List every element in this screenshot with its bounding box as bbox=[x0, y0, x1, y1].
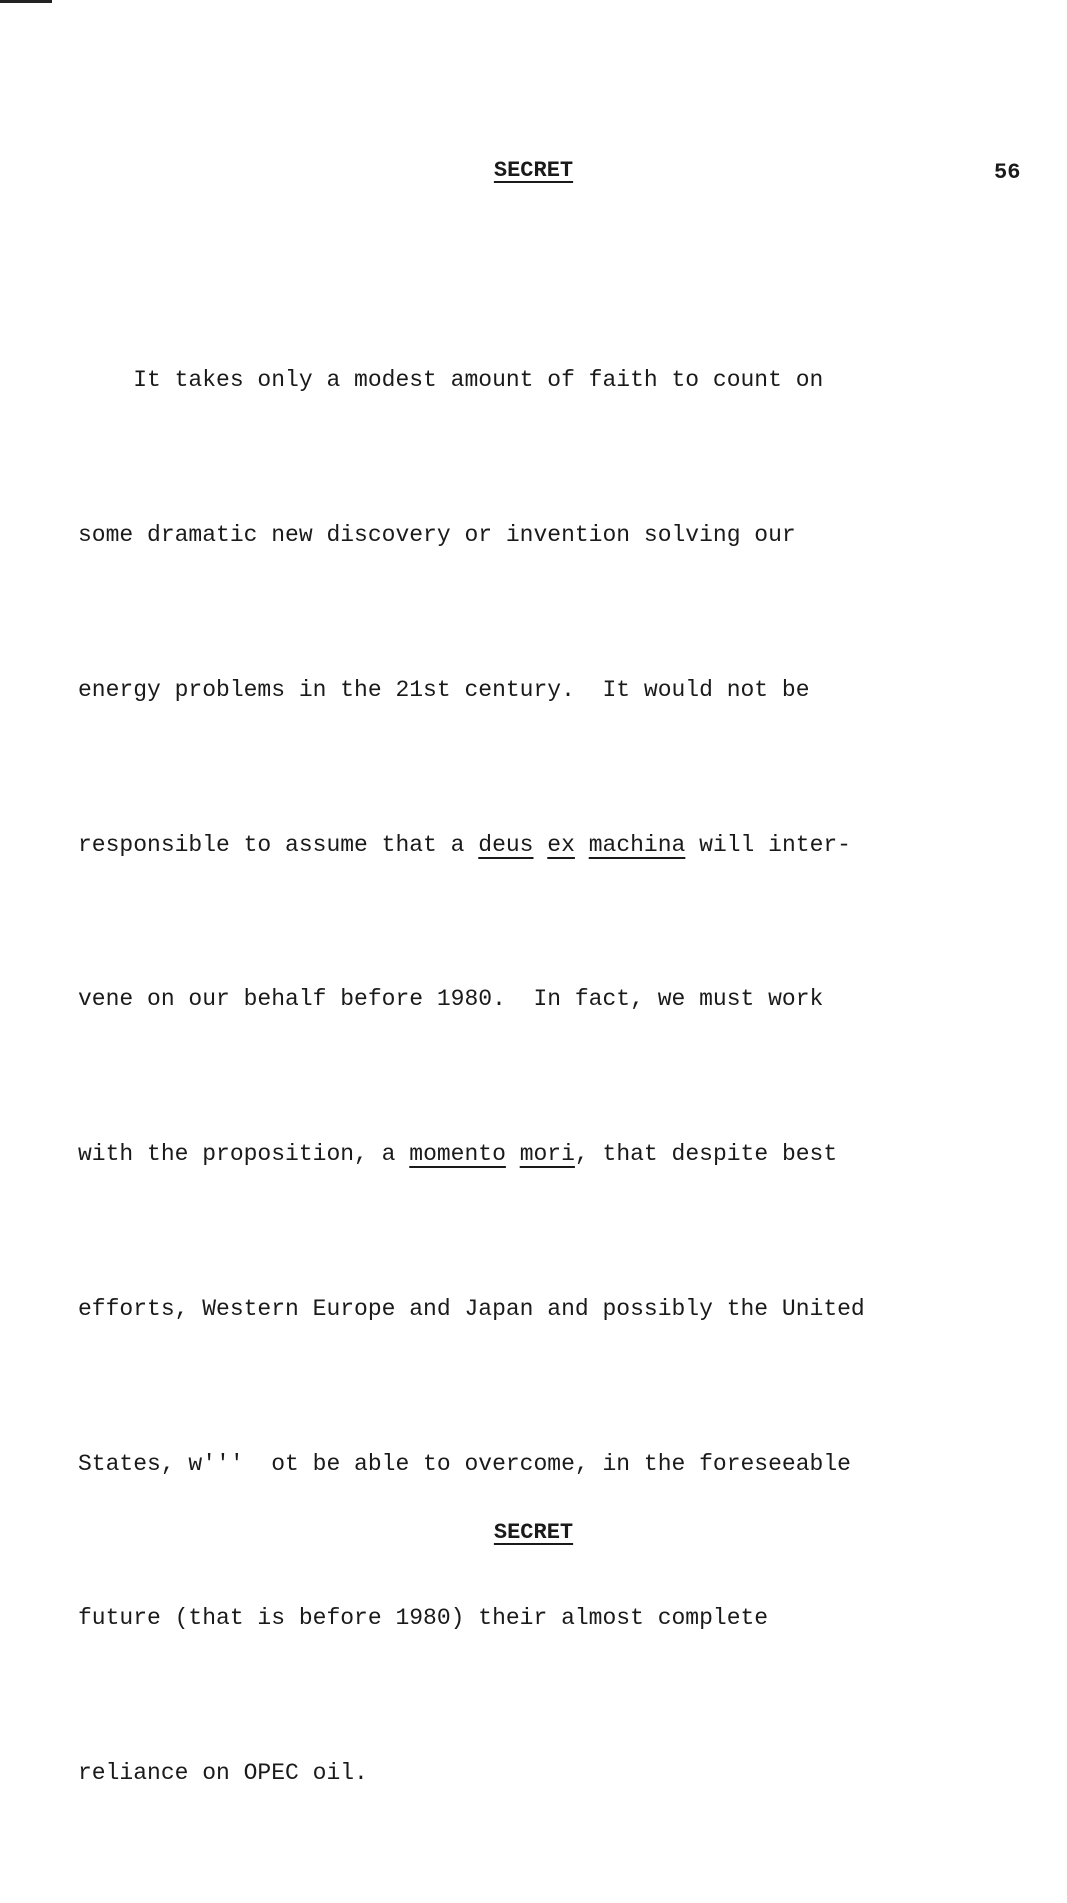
body-line-7: efforts, Western Europe and Japan and possibly the United bbox=[78, 1295, 865, 1322]
footer-classification-marking bbox=[0, 1520, 1067, 1545]
line4-space-2 bbox=[575, 832, 589, 858]
scan-corner-mark bbox=[0, 0, 52, 3]
body-line-4 bbox=[78, 820, 1018, 872]
line4-space-1 bbox=[533, 832, 547, 858]
underlined-word-momento: momento bbox=[409, 1141, 506, 1168]
body-line-2: some dramatic new discovery or invention solving our bbox=[78, 521, 796, 548]
underlined-word-ex: ex bbox=[547, 831, 575, 858]
line6-text-post: , that despite best bbox=[574, 1141, 838, 1168]
body-line-5: vene on our behalf before 1980. In fact, we must work bbox=[78, 986, 824, 1013]
body-line-9: future (that is before 1980) their almost complete bbox=[78, 1605, 769, 1632]
line4-text-pre: responsible to assume that a bbox=[78, 831, 479, 858]
footer-classification-label: SECRET bbox=[493, 1520, 574, 1545]
underlined-word-machina: machina bbox=[588, 831, 686, 858]
header-classification-label: SECRET bbox=[493, 158, 574, 183]
body-line-3: energy problems in the 21st century. It would not be bbox=[78, 676, 810, 703]
body-line-6 bbox=[78, 1129, 1018, 1181]
header-classification-marking bbox=[0, 158, 1067, 183]
body-paragraph bbox=[78, 252, 1018, 1903]
body-line-10: reliance on OPEC oil. bbox=[78, 1760, 368, 1787]
body-line-1: It takes only a modest amount of faith to count on bbox=[78, 367, 824, 394]
line4-text-post: will inter- bbox=[685, 831, 851, 858]
page-number: 56 bbox=[994, 160, 1021, 185]
underlined-word-mori: mori bbox=[519, 1141, 575, 1168]
underlined-word-deus: deus bbox=[478, 831, 534, 858]
line6-text-pre: with the proposition, a bbox=[78, 1141, 410, 1168]
line6-space-1 bbox=[506, 1141, 520, 1167]
body-line-8: States, w''' ot be able to overcome, in the foreseeable bbox=[78, 1450, 851, 1477]
